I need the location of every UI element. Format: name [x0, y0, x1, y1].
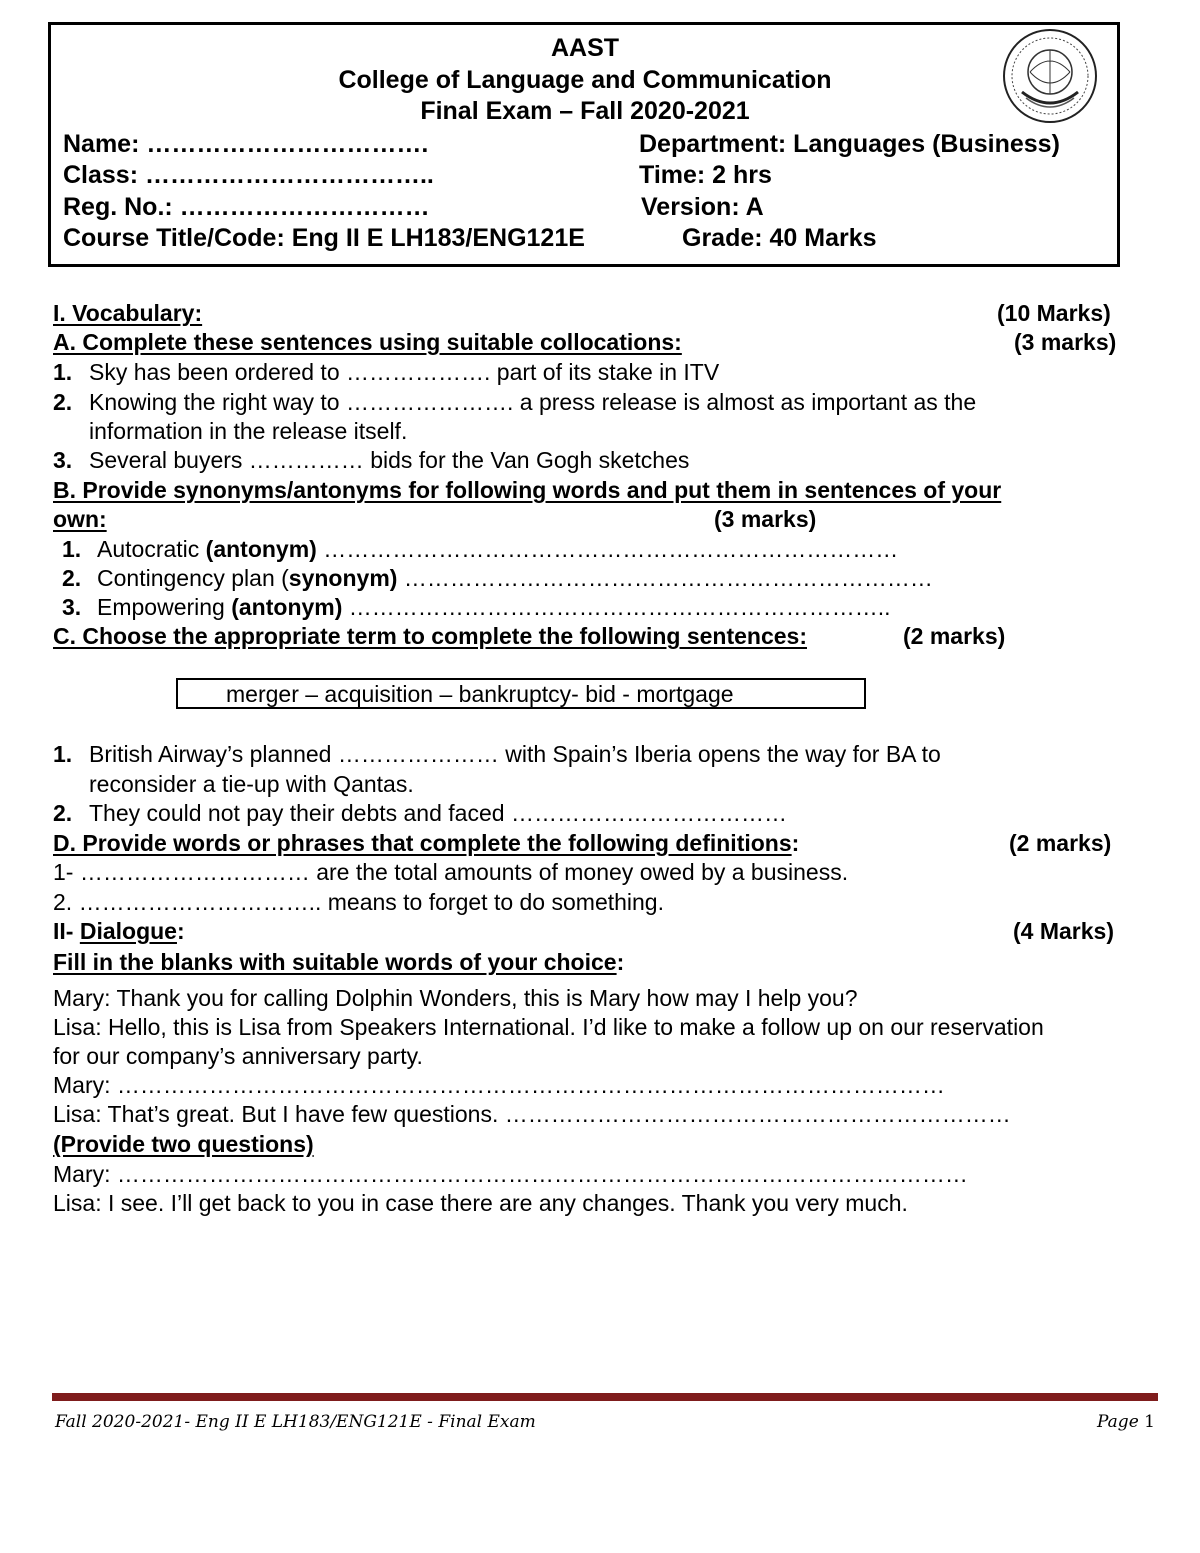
item-kind: synonym) — [288, 565, 398, 591]
item-text: Several buyers …………… bids for the Van Gogh sketches — [89, 447, 690, 473]
item-number: 1. — [62, 536, 82, 562]
word-choice-box: merger – acquisition – bankruptcy- bid - mortgage — [176, 678, 866, 709]
dialogue-line: Lisa: That’s great. But I have few questions. ………………………………………………………… — [53, 1101, 1011, 1127]
item-text: British Airway’s planned ………………… with Spain’s Iberia opens the way for BA to — [89, 741, 941, 767]
part-c-title: C. Choose the appropriate term to complete the following sentences: — [53, 623, 807, 649]
footer-rule — [52, 1393, 1158, 1401]
part-b-marks: (3 marks) — [714, 506, 817, 532]
part-b-item — [62, 565, 933, 592]
section-dialogue-title — [53, 918, 185, 945]
item-kind: (antonym) — [231, 594, 343, 620]
grade-label: Grade: 40 Marks — [682, 224, 877, 252]
item-number: 2. — [53, 389, 73, 415]
page-number-value: 1 — [1144, 1412, 1155, 1432]
name-field: Name: ……………………………. — [63, 130, 429, 158]
time-label: Time: 2 hrs — [639, 161, 772, 189]
institution-name: AAST — [550, 34, 620, 62]
item-number: 3. — [62, 594, 82, 620]
part-d-item: 2. ………………………….. means to forget to do something. — [53, 889, 664, 915]
exam-title: Final Exam – Fall 2020-2021 — [420, 97, 750, 125]
item-text: Sky has been ordered to ………………. part of its stake in ITV — [89, 359, 720, 385]
part-a-item — [53, 447, 689, 474]
part-c-item — [53, 800, 787, 827]
dialogue-line: Mary: Thank you for calling Dolphin Wonders, this is Mary how may I help you? — [53, 985, 858, 1011]
dialogue-line: Mary: ……………………………………………………………………………………………… — [53, 1072, 945, 1098]
section-vocabulary-marks: (10 Marks) — [997, 300, 1111, 326]
part-a-title: A. Complete these sentences using suitable collocations: — [53, 329, 682, 355]
footer-text: Fall 2020-2021- Eng II E LH183/ENG121E - Final Exam — [55, 1412, 536, 1432]
part-b-title: B. Provide synonyms/antonyms for following words and put them in sentences of your — [53, 477, 1002, 503]
item-number: 3. — [53, 447, 73, 473]
item-word: Autocratic — [97, 536, 200, 562]
college-name: College of Language and Communication — [338, 66, 832, 94]
part-c-marks: (2 marks) — [903, 623, 1006, 649]
item-number: 2. — [53, 800, 73, 826]
instruction-colon: : — [616, 949, 625, 975]
dialogue-line: Mary: ………………………………………………………………………………………………… — [53, 1161, 968, 1187]
department-label: Department: Languages (Business) — [639, 130, 1060, 158]
reg-no-field: Reg. No.: ………………………… — [63, 193, 430, 221]
part-d-marks: (2 marks) — [1009, 830, 1112, 856]
part-a-item — [53, 359, 719, 386]
section-title-colon: : — [176, 918, 185, 944]
item-word: Contingency plan ( — [97, 565, 289, 591]
item-kind: (antonym) — [205, 536, 317, 562]
aast-seal-logo — [996, 26, 1104, 130]
dialogue-line: for our company’s anniversary party. — [53, 1043, 423, 1069]
part-b-title-continued: own: — [53, 506, 107, 532]
part-b-item — [62, 536, 898, 563]
part-a-item-continuation: information in the release itself. — [89, 418, 408, 444]
item-text: They could not pay their debts and faced ……………………………… — [89, 800, 787, 826]
part-d-item: 1- ………………………… are the total amounts of money owed by a business. — [53, 859, 849, 885]
part-c-item — [53, 741, 941, 768]
part-d-title-text: D. Provide words or phrases that complete the following definitions — [53, 830, 792, 856]
part-c-item-continuation: reconsider a tie-up with Qantas. — [89, 771, 414, 797]
section-dialogue-marks: (4 Marks) — [1013, 918, 1114, 944]
answer-blank: …………………………………………………………….. — [348, 594, 891, 620]
item-number: 1. — [53, 359, 73, 385]
dialogue-line: Lisa: Hello, this is Lisa from Speakers International. I’d like to make a follow up on our reservation — [53, 1014, 1044, 1040]
section-title-text: Dialogue — [79, 918, 177, 944]
part-d-title-colon: : — [791, 830, 800, 856]
section-vocabulary-title: I. Vocabulary: — [53, 300, 203, 326]
part-a-marks: (3 marks) — [1014, 329, 1117, 355]
part-b-item — [62, 594, 891, 621]
part-a-item — [53, 389, 976, 416]
version-label: Version: A — [641, 193, 764, 221]
dialogue-note: (Provide two questions) — [53, 1131, 314, 1157]
item-text: Knowing the right way to …………………. a press release is almost as important as the — [89, 389, 977, 415]
dialogue-line: Lisa: I see. I’ll get back to you in case there are any changes. Thank you very much. — [53, 1190, 908, 1216]
dialogue-instruction — [53, 949, 624, 976]
item-number: 1. — [53, 741, 73, 767]
answer-blank: ………………………………………………………………… — [323, 536, 899, 562]
course-title: Course Title/Code: Eng II E LH183/ENG121E — [63, 224, 585, 252]
item-word: Empowering — [97, 594, 225, 620]
page-number — [1097, 1412, 1155, 1432]
item-number: 2. — [62, 565, 82, 591]
section-prefix: II- — [53, 918, 80, 944]
answer-blank: …………………………………………………………… — [403, 565, 933, 591]
page-label: Page — [1097, 1412, 1139, 1432]
class-field: Class: …………………………….. — [63, 161, 434, 189]
instruction-text: Fill in the blanks with suitable words of your choice — [53, 949, 617, 975]
part-d-title — [53, 830, 799, 857]
